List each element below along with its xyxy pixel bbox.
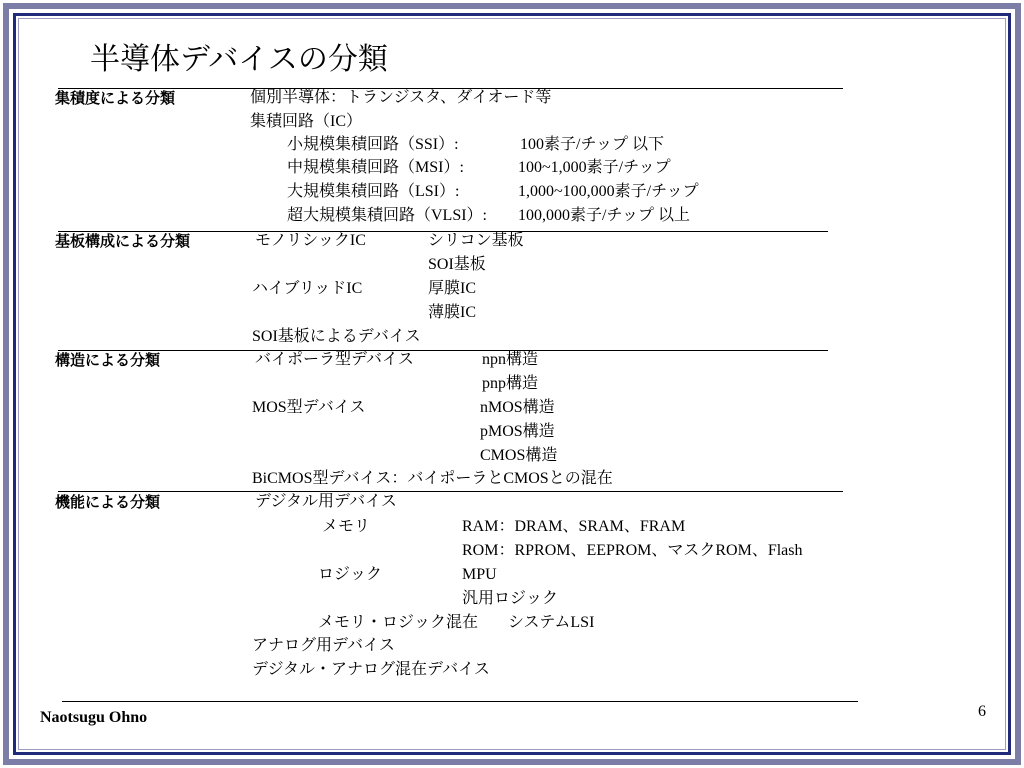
list-item: MPU: [462, 566, 497, 583]
list-item: 薄膜IC: [428, 304, 477, 321]
list-item: シリコン基板: [428, 232, 524, 249]
list-item: ROM：RPROM、EEPROM、マスクROM、Flash: [462, 542, 803, 559]
divider-function: [58, 491, 843, 492]
list-item: システムLSI: [508, 614, 595, 631]
list-item: RAM：DRAM、SRAM、FRAM: [462, 518, 686, 535]
list-item: 大規模集積回路（LSI）:: [287, 183, 460, 200]
list-item: 100素子/チップ 以下: [520, 136, 664, 153]
list-item: 汎用ロジック: [462, 590, 559, 607]
category-structure: 構造による分類: [55, 351, 161, 369]
list-item: BiCMOS型デバイス：バイポーラとCMOSとの混在: [252, 470, 613, 487]
list-item: 集積回路（IC）: [250, 113, 363, 130]
list-item: npn構造: [482, 351, 539, 368]
slide-title: 半導体デバイスの分類: [90, 42, 388, 77]
list-item: 個別半導体：トランジスタ、ダイオード等: [250, 89, 552, 106]
list-item: nMOS構造: [480, 399, 555, 416]
list-item: SOI基板: [428, 256, 486, 273]
list-item: 中規模集積回路（MSI）:: [287, 159, 464, 176]
list-item: MOS型デバイス: [252, 399, 366, 416]
list-item: デジタル・アナログ混在デバイス: [252, 661, 490, 678]
category-function: 機能による分類: [55, 493, 161, 511]
list-item: メモリ・ロジック混在: [318, 614, 479, 631]
list-item: ハイブリッドIC: [252, 280, 363, 297]
list-item: 1,000~100,000素子/チップ: [518, 183, 699, 200]
list-item: SOI基板によるデバイス: [252, 328, 421, 345]
list-item: メモリ: [322, 518, 371, 535]
divider-structure: [58, 350, 828, 351]
list-item: 100,000素子/チップ 以上: [518, 207, 690, 224]
list-item: 100~1,000素子/チップ: [518, 159, 671, 176]
list-item: モノリシックIC: [255, 232, 366, 249]
list-item: pMOS構造: [480, 423, 555, 440]
category-integration: 集積度による分類: [55, 89, 176, 107]
list-item: 超大規模集積回路（VLSI）:: [287, 207, 488, 224]
list-item: デジタル用デバイス: [255, 493, 397, 510]
divider-bottom: [62, 701, 858, 702]
category-substrate: 基板構成による分類: [55, 232, 191, 250]
list-item: CMOS構造: [480, 447, 558, 464]
list-item: 厚膜IC: [428, 280, 477, 297]
list-item: バイポーラ型デバイス: [255, 351, 414, 368]
list-item: 小規模集積回路（SSI）:: [287, 136, 459, 153]
list-item: ロジック: [318, 566, 383, 583]
list-item: pnp構造: [482, 375, 539, 392]
list-item: アナログ用デバイス: [252, 637, 395, 654]
page-number: 6: [978, 703, 986, 720]
author-name: Naotsugu Ohno: [40, 709, 148, 726]
